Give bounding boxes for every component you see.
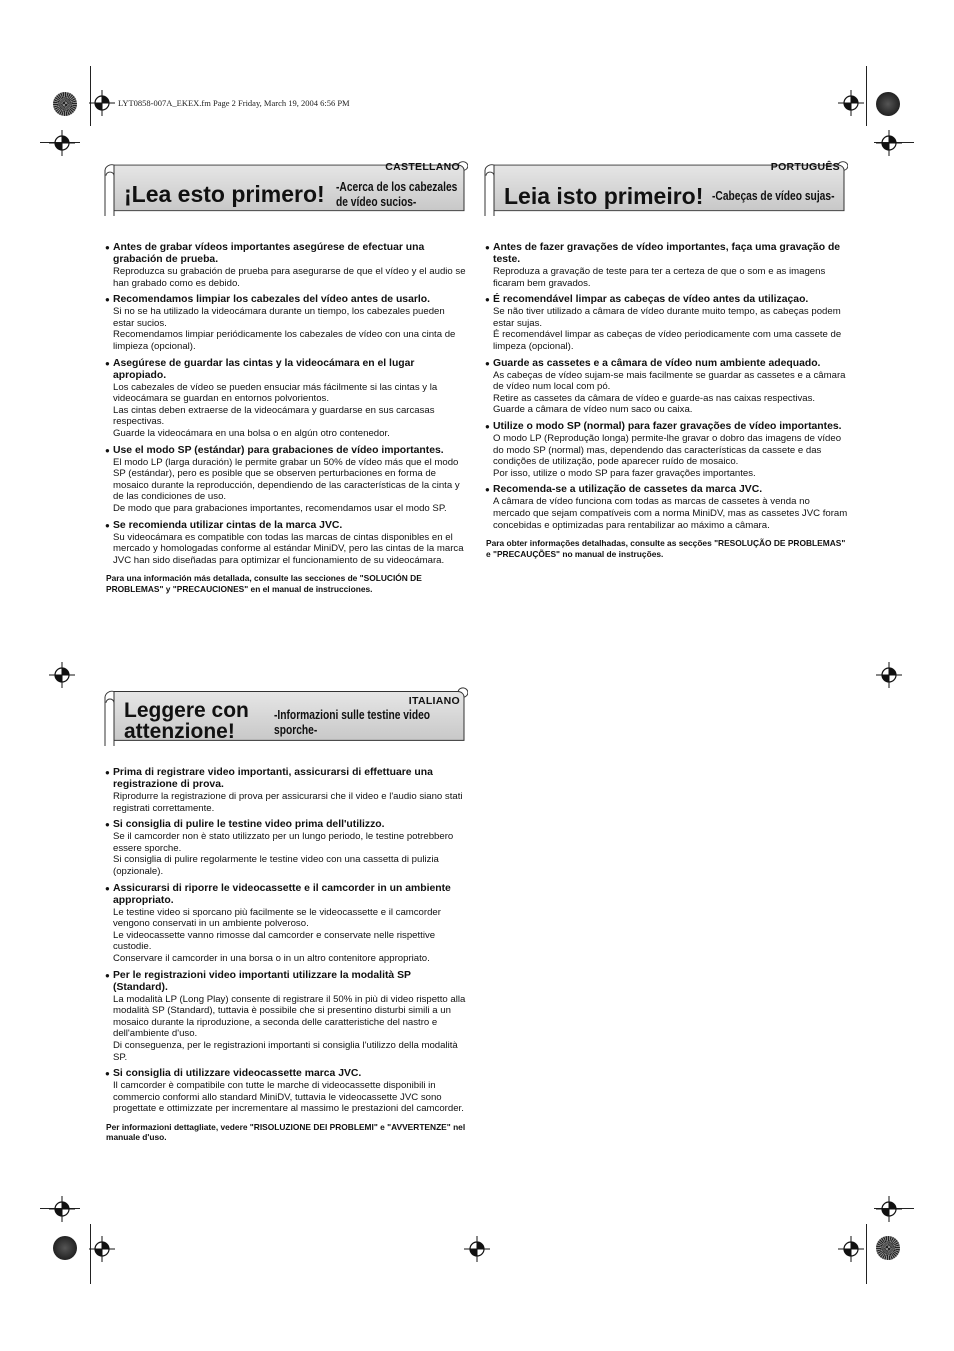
item-heading: ● Asegúrese de guardar las cintas y la videocámara en el lugar apropiado. [113,358,468,382]
list-item [106,1068,468,1115]
item-heading: ● É recomendável limpar as cabeças de vídeo antes da utilizaçao. [493,294,848,306]
section-title: ¡Lea esto primero! [124,181,325,207]
reference-note: Per informazioni dettagliate, vedere "RISOLUZIONE DEI PROBLEMI" e "AVVERTENZE" nel manuale d'uso. [106,1121,466,1143]
castellano-banner [102,158,468,216]
subtitle-line: -Cabeças de vídeo sujas- [712,189,835,203]
item-heading: ● Si consiglia di pulire le testine video prima dell'utilizzo. [113,819,468,831]
list-item [106,970,468,1064]
castellano-content [106,242,468,594]
item-text: Reproduzca su grabación de prueba para asegurarse de que el vídeo y el audio se han grabado como es debido. [113,266,466,289]
item-text: Reproduza a gravação de teste para ter a certeza de que o som e as imagens ficaram bem gravados. [493,266,826,289]
list-item [486,484,848,531]
item-text: A câmara de vídeo funciona com todas as marcas de cassetes à venda no mercado que sejam compatíveis com a norma MiniDV, mas as cassetes JVC foram concebidas e optimizadas para rentabilizar ao máximo a câmara. [493,496,848,531]
crop-line [866,66,867,126]
registration-crosshair-icon [49,130,75,156]
language-label: ITALIANO [408,695,460,707]
item-text: O modo LP (Reprodução longa) permite-lhe gravar o dobro das imagens de vídeo do modo SP (normal) mas, dependendo das características da cassete e das condições de utilização, pode aparecer ruído de mosaico. [493,432,842,468]
item-heading: ● Per le registrazioni video importanti utilizzare la modalità SP (Standard). [113,970,468,994]
item-text: Si consiglia di pulire regolarmente le testine video con una cassetta di pulizia (opzionale). [113,854,439,877]
section-subtitle [336,180,457,210]
item-heading: ● Assicurarsi di riporre le videocassette e il camcorder in un ambiente appropriato. [113,883,468,907]
section-title [124,700,249,742]
list-item [106,445,468,515]
title-line: Leggere con [124,699,249,722]
item-heading: ● Si consiglia di utilizzare videocassette marca JVC. [113,1068,468,1080]
item-text: Le testine video si sporcano più facilmente se le videocassette e il camcorder vengono conservati in un ambiente polveroso. [113,906,441,930]
registration-crosshair-icon [876,662,902,688]
item-heading: ● Guarde as cassetes e a câmara de vídeo num ambiente adequado. [493,358,848,370]
reference-note: Para obter informações detalhadas, consulte as secções "RESOLUÇÃO DE PROBLEMAS" e "PRECAUÇÕES" no manual de instruções. [486,538,846,559]
list-item [486,421,848,479]
registration-swirl-icon [53,1236,77,1260]
item-heading: ● Use el modo SP (estándar) para grabaciones de vídeo importantes. [113,445,468,457]
reference-note: Para una información más detallada, consulte las secciones de "SOLUCIÓN DE PROBLEMAS" y "PRECAUCIONES" en el manual de instrucciones. [106,573,422,594]
registration-crosshair-icon [838,1236,864,1262]
language-label: PORTUGUÊS [770,161,840,173]
item-text: Guarde a câmara de vídeo num saco ou caixa. [493,404,693,416]
list-item [106,819,468,877]
item-heading: ● Utilize o modo SP (normal) para fazer gravações de vídeo importantes. [493,421,848,433]
item-text: Los cabezales de vídeo se pueden ensuciar más fácilmente si las cintas y la videocámara se guardan en entornos polvorientos. [113,381,438,405]
registration-swirl-icon [876,92,900,116]
item-heading: ● Recomendamos limpiar los cabezales del vídeo antes de usarlo. [113,294,468,306]
subtitle-line: -Acerca de los cabezales [336,180,458,194]
section-subtitle [274,708,430,738]
item-text: Se não tiver utilizado a câmara de vídeo durante muito tempo, as cabeças podem estar sujas. [493,306,841,329]
item-text: De modo que para grabaciones importantes, recomendamos usar el modo SP. [113,502,447,514]
registration-swirl-icon [53,92,77,116]
item-text: Por isso, utilize o modo SP para fazer gravações importantes. [493,467,756,479]
section-title: Leia isto primeiro! [504,183,704,209]
list-item [486,242,848,289]
italiano-content [106,767,468,1143]
list-item [106,294,468,352]
list-item [106,520,468,567]
list-item [486,294,848,352]
registration-crosshair-icon [49,662,75,688]
registration-swirl-icon [876,1236,900,1260]
list-item [486,358,848,416]
item-text: Recomendamos limpiar periódicamente los cabezales de vídeo con una cinta de limpieza (opcional). [113,329,456,352]
item-heading: ● Se recomienda utilizar cintas de la marca JVC. [113,520,468,532]
registration-crosshair-icon [876,1196,902,1222]
item-text: Guarde la videocámara en una bolsa o en algún otro contenedor. [113,427,390,439]
italiano-banner [102,684,468,746]
item-text: As cabeças de vídeo sujam-se mais facilmente se guardar as cassetes e a câmara de vídeo num local com pó. [493,369,846,393]
item-heading: ● Recomenda-se a utilização de cassetes da marca JVC. [493,484,848,496]
registration-crosshair-icon [838,90,864,116]
registration-crosshair-icon [49,1196,75,1222]
item-text: É recomendável limpar as cabeças de vídeo periodicamente com uma cassete de limpeza (opcional). [493,329,842,352]
item-text: Il camcorder è compatibile con tutte le marche di videocassette disponibili in commercio conformi allo standard MiniDV, tuttavia le videocassette JVC sono progettate e ottimizzate per incrementare al massimo le prestazioni del camcorder. [113,1080,464,1115]
list-item [106,242,468,289]
subtitle-line: sporche- [274,723,318,737]
item-text: Conservare il camcorder in una borsa o in un altro contenitore appropriato. [113,952,430,964]
item-text: Le videocassette vanno rimosse dal camcorder e conservate nelle rispettive custodie. [113,929,436,953]
list-item [106,767,468,814]
item-heading: ● Antes de fazer gravações de vídeo importantes, faça uma gravação de teste. [493,242,848,266]
item-text: La modalità LP (Long Play) consente di registrare il 50% in più di video rispetto alla modalità SP (Standard), tuttavia è possibile che si presentino disturbi simili a un mosaico durante la riproduzione, a seconda delle caratteristiche del nastro e dell'ambiente d'uso. [113,993,466,1040]
title-line: attenzione! [124,720,235,743]
file-info-header: LYT0858-007A_EKEX.fm Page 2 Friday, March 19, 2004 6:56 PM [118,98,350,108]
item-text: Si no se ha utilizado la videocámara durante un tiempo, los cabezales pueden estar sucios. [113,306,445,329]
language-label: CASTELLANO [385,161,460,173]
portugues-content [486,242,848,559]
portugues-banner [482,158,848,216]
item-text: Di conseguenza, per le registrazioni importanti si consiglia l'utilizzo della modalità SP. [113,1039,458,1063]
item-heading: ● Antes de grabar vídeos importantes asegúrese de efectuar una grabación de prueba. [113,242,468,266]
subtitle-line: -Informazioni sulle testine video [274,708,431,722]
registration-crosshair-icon [876,130,902,156]
section-subtitle [712,189,834,204]
registration-crosshair-icon [89,1236,115,1262]
registration-crosshair-icon [464,1236,490,1262]
list-item [106,358,468,440]
crop-line [866,1224,867,1284]
item-text: Las cintas deben extraerse de la videocámara y guardarse en sus carcasas respectivas. [113,404,435,428]
list-item [106,883,468,965]
item-text: Retire as cassetes da câmara de vídeo e guarde-as nas caixas respectivas. [493,392,816,404]
item-text: El modo LP (larga duración) le permite grabar un 50% de vídeo más que el modo SP (estándar), pero es posible que se observen perturbaciones en forma de mosaico durante la reproducción, dependiendo de las características de la cinta y de las condiciones de uso. [113,456,460,503]
item-text: Su videocámara es compatible con todas las marcas de cintas disponibles en el mercado y homologadas conforme al estándar MiniDV, pero las cintas de la marca JVC han sido diseñadas para optimizar el funcionamiento de su videocámara. [113,531,464,566]
registration-crosshair-icon [89,90,115,116]
item-text: Se il camcorder non è stato utilizzato per un lungo periodo, le testine potrebbero essere sporche. [113,831,454,854]
subtitle-line: de vídeo sucios- [336,195,417,209]
item-text: Riprodurre la registrazione di prova per assicurarsi che il video e l'audio siano stati registrati correttamente. [113,791,463,814]
item-heading: ● Prima di registrare video importanti, assicurarsi di effettuare una registrazione di prova. [113,767,468,791]
